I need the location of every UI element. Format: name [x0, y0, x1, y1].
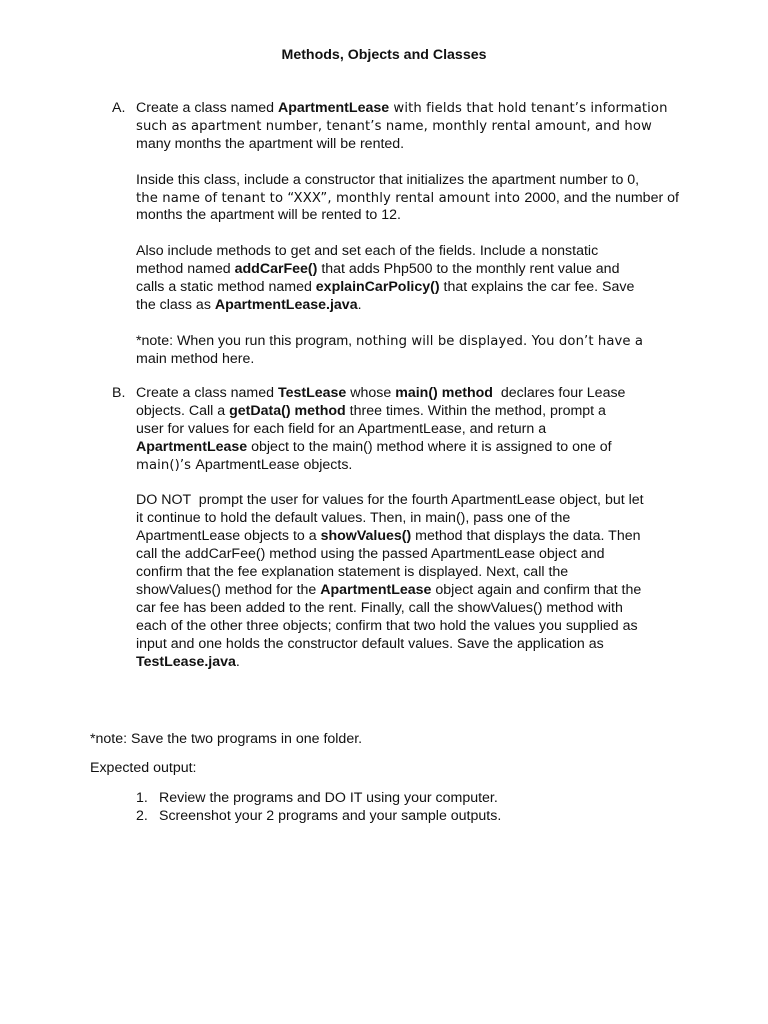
- section-a-paragraph-4: [136, 333, 692, 369]
- section-a: [112, 100, 692, 369]
- section-b: [112, 385, 692, 671]
- method-name-main: main() method: [395, 385, 493, 401]
- text-line: user for values for each field for an ApartmentLease, and return a: [136, 420, 547, 437]
- section-b-paragraph-1: [136, 385, 692, 475]
- class-name-apartmentlease: ApartmentLease: [320, 581, 432, 598]
- text-line: each of the other three objects; confirm that two hold the values you supplied as: [136, 617, 638, 634]
- file-name-testlease-java: TestLease.java: [136, 653, 236, 670]
- list-item-number: 1.: [136, 790, 148, 806]
- expected-output-label: Expected output:: [90, 760, 197, 776]
- list-item-number: 2.: [136, 807, 148, 824]
- list-item-text: Review the programs and DO IT using your computer.: [159, 790, 498, 806]
- class-name-apartmentlease: ApartmentLease: [277, 100, 390, 116]
- document-title: Methods, Objects and Classes: [281, 47, 487, 63]
- text-line: showValues() method for the ApartmentLease object again and confirm that the: [136, 581, 642, 598]
- text-line: many months the apartment will be rented.: [136, 135, 405, 152]
- text-line: Create a class named ApartmentLease with fields that hold tenant’s information: [136, 100, 668, 116]
- text-line: input and one holds the constructor default values. Save the application as: [136, 635, 604, 652]
- file-name-apartmentlease-java: ApartmentLease.java: [214, 296, 358, 313]
- expected-output-list: [136, 790, 501, 826]
- section-a-paragraph-2: [136, 172, 692, 226]
- section-b-paragraph-2: [136, 492, 692, 671]
- text-line: *note: When you run this program, nothing will be displayed. You don’t have a: [136, 332, 644, 349]
- text-line: main method here.: [136, 350, 255, 367]
- class-name-apartmentlease: ApartmentLease: [136, 438, 248, 455]
- class-name-testlease: TestLease: [277, 385, 347, 401]
- section-a-paragraph-1: [136, 100, 692, 154]
- text-line: calls a static method named explainCarPolicy() that explains the car fee. Save: [136, 279, 635, 296]
- method-name-addcarfee: addCarFee(): [234, 261, 318, 278]
- text-line: car fee has been added to the rent. Finally, call the showValues() method with: [136, 599, 623, 616]
- text-line: Inside this class, include a constructor that initializes the apartment number to 0,: [136, 171, 640, 188]
- method-name-showvalues: showValues(): [320, 528, 412, 545]
- section-a-paragraph-3: [136, 243, 692, 315]
- text-line: such as apartment number, tenant’s name, monthly rental amount, and how: [136, 118, 652, 134]
- text-line: main()’s ApartmentLease objects.: [136, 456, 353, 473]
- text-line: it continue to hold the default values. Then, in main(), pass one of the: [136, 510, 571, 527]
- text-line: Create a class named TestLease whose main() method declares four Lease: [136, 385, 626, 401]
- text-line: confirm that the fee explanation statement is displayed. Next, call the: [136, 564, 569, 581]
- text-line: months the apartment will be rented to 12.: [136, 207, 401, 224]
- method-name-getdata: getData() method: [229, 402, 346, 419]
- save-note: *note: Save the two programs in one folder.: [90, 731, 363, 747]
- method-name-explaincarpolicy: explainCarPolicy(): [315, 279, 440, 296]
- text-line: call the addCarFee() method using the passed ApartmentLease object and: [136, 546, 605, 563]
- list-item: [136, 790, 501, 808]
- list-item: [136, 808, 501, 826]
- text-line: method named addCarFee() that adds Php500 to the monthly rent value and: [136, 261, 620, 278]
- text-line: DO NOT prompt the user for values for the fourth ApartmentLease object, but let: [136, 492, 644, 509]
- text-line: TestLease.java.: [136, 653, 240, 670]
- text-line: the name of tenant to “XXX”, monthly rental amount into 2000, and the number of: [136, 189, 679, 206]
- section-b-marker: B.: [112, 385, 126, 401]
- text-line: objects. Call a getData() method three times. Within the method, prompt a: [136, 402, 606, 419]
- text-line: ApartmentLease objects to a showValues() method that displays the data. Then: [136, 528, 641, 545]
- text-line: ApartmentLease object to the main() method where it is assigned to one of: [136, 438, 612, 455]
- section-a-marker: A.: [112, 100, 126, 116]
- list-item-text: Screenshot your 2 programs and your sample outputs.: [159, 807, 502, 824]
- text-line: Also include methods to get and set each of the fields. Include a nonstatic: [136, 243, 599, 260]
- text-line: the class as ApartmentLease.java.: [136, 296, 362, 313]
